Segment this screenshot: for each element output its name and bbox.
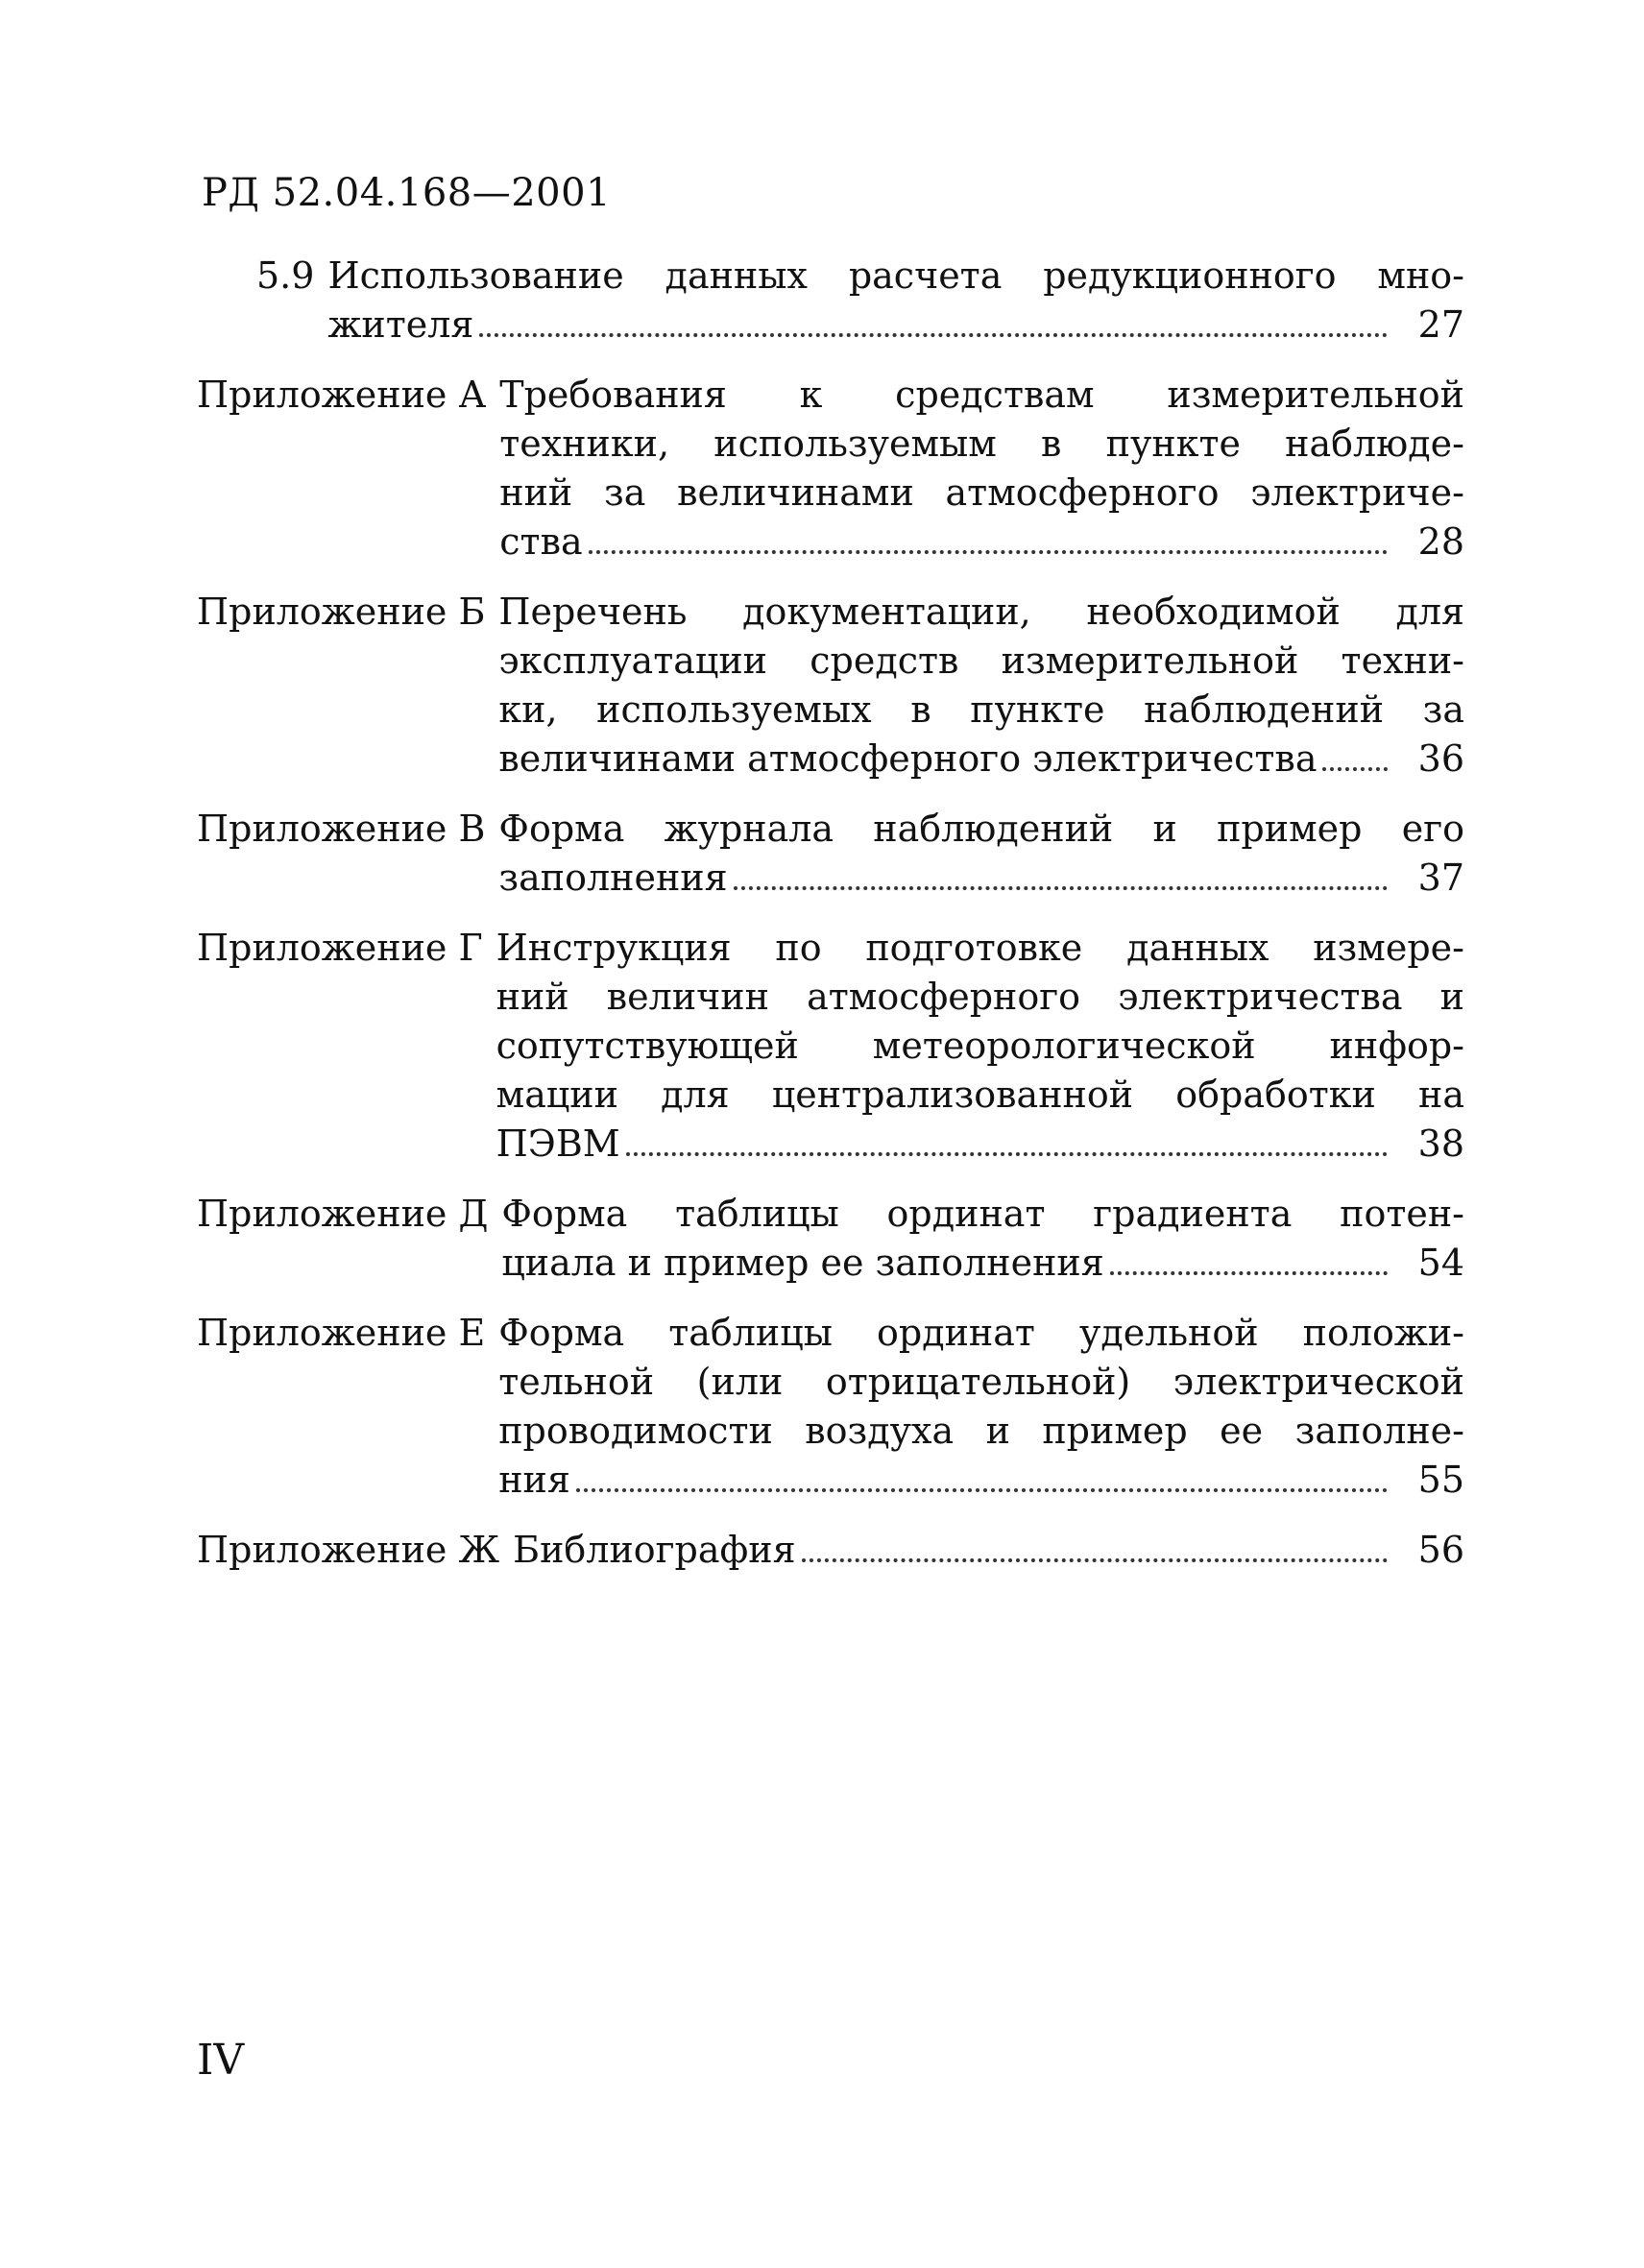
toc-entry-label: Приложение Г [197, 927, 483, 969]
toc-title-last-line [498, 735, 1464, 784]
toc-page-number: 28 [1417, 520, 1464, 563]
toc-entry-title [498, 588, 1464, 784]
toc-entry-label: Приложение Е [197, 1312, 486, 1354]
dot-leader [802, 1558, 1388, 1562]
toc-title-line: Форма журнала наблюдений и пример его [498, 808, 1464, 850]
toc-title-last-line [513, 1526, 1464, 1575]
toc-entry[interactable] [197, 371, 1464, 567]
toc-page-number: 38 [1417, 1122, 1464, 1165]
toc-page-number: 54 [1417, 1242, 1464, 1284]
toc-title-line: Форма таблицы ординат удельной положи- [498, 1312, 1464, 1354]
toc-page-number: 56 [1417, 1529, 1464, 1571]
toc-page-number: 27 [1417, 303, 1464, 346]
document-code-header: РД 52.04.168—2001 [202, 171, 612, 215]
toc-title-line: заполнения [498, 857, 728, 899]
toc-page-number: 36 [1417, 737, 1464, 780]
toc-entry[interactable] [197, 805, 1464, 903]
toc-title-last-line [498, 1456, 1464, 1505]
toc-page-number: 55 [1417, 1459, 1464, 1501]
toc-title-line: проводимости воздуха и пример ее заполне- [498, 1410, 1464, 1452]
toc-title-last-line [327, 301, 1464, 350]
toc-entry-title [496, 924, 1464, 1169]
page-folio: IV [197, 2036, 245, 2085]
toc-entry-title [327, 252, 1464, 350]
toc-title-line: ний величин атмосферного электричества и [496, 976, 1464, 1018]
toc-title-line: Перечень документации, необходимой для [498, 591, 1464, 633]
toc-title-line: Инструкция по подготовке данных измере- [496, 927, 1464, 969]
toc-title-line: ства [499, 520, 583, 563]
toc-entry-label: Приложение А [197, 374, 487, 416]
toc-entry-title [498, 1309, 1464, 1505]
toc-title-last-line [499, 518, 1464, 567]
toc-title-line: эксплуатации средств измерительной техни- [498, 639, 1464, 682]
toc-title-line: Библиография [513, 1529, 796, 1571]
toc-entry-label: Приложение В [197, 808, 486, 850]
dot-leader [734, 886, 1388, 890]
toc-title-line: величинами атмосферного электричества [498, 737, 1318, 780]
toc-title-line: жителя [327, 303, 474, 346]
toc-entry[interactable] [197, 252, 1464, 350]
toc-title-line: циала и пример ее заполнения [501, 1242, 1104, 1284]
toc-entry-label: 5.9 [256, 254, 315, 297]
toc-entry-title [513, 1526, 1464, 1575]
toc-entry[interactable] [197, 1526, 1464, 1575]
dot-leader [1322, 767, 1388, 771]
toc-title-line: тельной (или отрицательной) электрической [498, 1361, 1464, 1403]
toc-title-line: ний за величинами атмосферного электриче- [499, 471, 1464, 514]
toc-title-line: ПЭВМ [496, 1122, 620, 1165]
dot-leader [576, 1488, 1388, 1492]
toc-entry-title [499, 371, 1464, 567]
toc-entry[interactable] [197, 1190, 1464, 1288]
toc-title-line: сопутствующей метеорологической инфор- [496, 1025, 1464, 1067]
toc-title-line: мации для централизованной обработки на [496, 1074, 1464, 1116]
dot-leader [1110, 1271, 1388, 1275]
dot-leader [589, 550, 1388, 554]
dot-leader [626, 1152, 1388, 1156]
toc-title-line: ки, используемых в пункте наблюдений за [498, 688, 1464, 731]
toc-page-number: 37 [1417, 857, 1464, 899]
toc-entry[interactable] [197, 588, 1464, 784]
toc-entry-title [498, 805, 1464, 903]
toc-title-line: ния [498, 1459, 570, 1501]
toc-entry-label: Приложение Ж [197, 1529, 500, 1571]
toc-title-last-line [498, 854, 1464, 903]
toc-entry-title [501, 1190, 1464, 1288]
toc-entry-label: Приложение Д [197, 1193, 489, 1235]
toc-title-last-line [496, 1120, 1464, 1169]
toc-title-line: Требования к средствам измерительной [499, 374, 1464, 416]
toc-title-line: Форма таблицы ординат градиента потен- [501, 1193, 1464, 1235]
toc-entry-label: Приложение Б [197, 591, 486, 633]
toc-title-last-line [501, 1239, 1464, 1288]
toc-entry[interactable] [197, 924, 1464, 1169]
toc-title-line: техники, используемым в пункте наблюде- [499, 422, 1464, 465]
dot-leader [479, 333, 1388, 337]
table-of-contents [197, 252, 1464, 1596]
toc-entry[interactable] [197, 1309, 1464, 1505]
toc-title-line: Использование данных расчета редукционного мно- [327, 254, 1464, 297]
